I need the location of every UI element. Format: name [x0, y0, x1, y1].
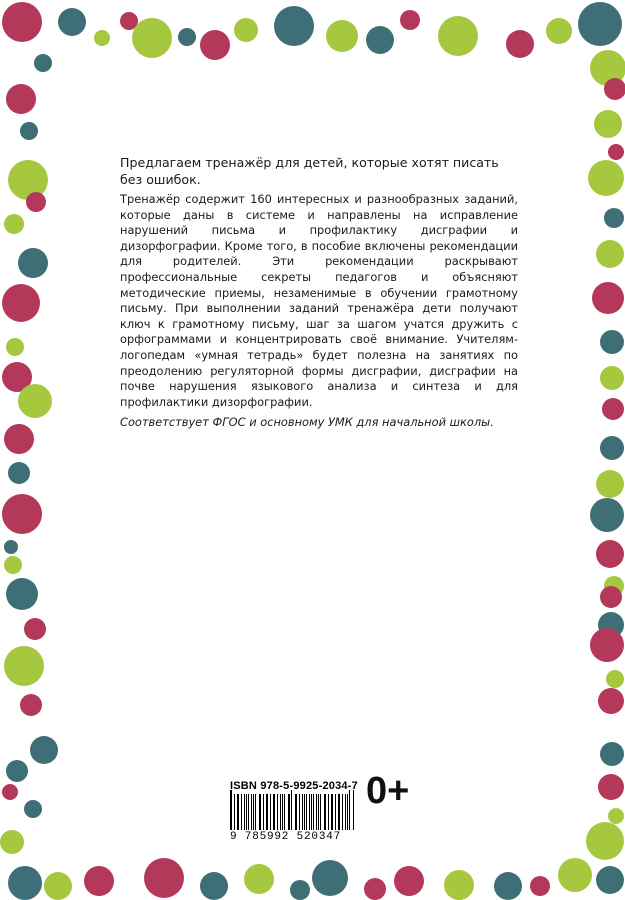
decor-dot	[596, 470, 624, 498]
decor-dot	[608, 808, 624, 824]
barcode-bar	[304, 794, 305, 830]
barcode-bar	[328, 794, 329, 830]
description-block	[120, 154, 518, 430]
barcode-bar	[347, 794, 348, 830]
decor-dot	[26, 192, 46, 212]
decor-dot	[94, 30, 110, 46]
decor-dot	[178, 28, 196, 46]
decor-dot	[2, 784, 18, 800]
barcode-bar	[234, 794, 235, 830]
decor-dot	[594, 110, 622, 138]
decor-dot	[58, 8, 86, 36]
decor-dot	[44, 872, 72, 900]
barcode-bar	[313, 794, 314, 830]
decor-dot	[600, 330, 624, 354]
barcode-bar	[288, 794, 289, 830]
decor-dot	[84, 866, 114, 896]
decor-dot	[506, 30, 534, 58]
barcode-bar	[263, 794, 264, 830]
decor-dot	[20, 694, 42, 716]
decor-dot	[4, 646, 44, 686]
decor-dot	[8, 866, 42, 900]
decor-dot	[578, 2, 622, 46]
barcode-bar	[335, 794, 336, 830]
decor-dot	[596, 866, 624, 894]
barcode-bar	[259, 794, 260, 830]
decor-dot	[2, 2, 42, 42]
barcode-bar	[320, 794, 321, 830]
age-rating: 0+	[366, 770, 410, 812]
decor-dot	[600, 366, 624, 390]
compliance-note: Соответствует ФГОС и основному УМК для начальной школы.	[120, 415, 494, 430]
decor-dot	[4, 540, 18, 554]
decor-dot	[444, 870, 474, 900]
decor-dot	[608, 144, 624, 160]
barcode-bars	[230, 794, 354, 830]
decor-dot	[598, 688, 624, 714]
decor-dot	[34, 54, 52, 72]
decor-dot	[588, 160, 624, 196]
barcode-digits: 9 785992 520347	[230, 831, 342, 843]
decor-dot	[18, 248, 48, 278]
decor-dot	[312, 860, 348, 896]
decor-dot	[596, 540, 624, 568]
decor-dot	[0, 830, 24, 854]
barcode-bar	[280, 794, 281, 830]
decor-dot	[602, 398, 624, 420]
decor-dot	[200, 30, 230, 60]
decor-dot	[4, 214, 24, 234]
decor-dot	[2, 494, 42, 534]
decor-dot	[24, 800, 42, 818]
decor-dot	[4, 424, 34, 454]
decor-dot	[290, 880, 310, 900]
decor-dot	[8, 462, 30, 484]
decor-dot	[600, 586, 622, 608]
decor-dot	[546, 18, 572, 44]
isbn-label: ISBN 978-5-9925-2034-7	[230, 780, 358, 792]
decor-dot	[132, 18, 172, 58]
decor-dot	[586, 822, 624, 860]
decor-dot	[494, 872, 522, 900]
decor-dot	[558, 858, 592, 892]
lead-sentence: Предлагаем тренажёр для детей, которые хотят писать без ошибок.	[120, 155, 499, 187]
decor-dot	[274, 6, 314, 46]
barcode-bar	[318, 794, 319, 830]
decor-dot	[600, 436, 624, 460]
decor-dot	[24, 618, 46, 640]
decor-dot	[590, 498, 624, 532]
decor-dot	[234, 18, 258, 42]
decor-dot	[364, 878, 386, 900]
decor-dot	[144, 858, 184, 898]
barcode-bar	[251, 794, 252, 830]
barcode-bar	[244, 794, 245, 830]
decor-dot	[592, 282, 624, 314]
barcode-bar	[296, 794, 297, 830]
decor-dot	[598, 774, 624, 800]
barcode-bar	[241, 794, 242, 830]
decor-dot	[2, 284, 40, 322]
barcode-bar	[339, 794, 340, 830]
description-body: Тренажёр содержит 160 интересных и разнообразных заданий, которые даны в системе и направлены на исправление нарушений письма и профилактику дисграфии и дизорфографии. Кроме того, в пособие включены рекомендации для родителей. Эти рекомендации раскрывают профессиональные секреты педагогов и объясняют методические приемы, незаменимые в обучении грамотному письму. При выполнении заданий тренажёра дети получают ключ к грамотному письму, шаг за шагом учатся дружить с орфограммами и концентрировать своё внимание. Учителям-логопедам «умная тетрадь» будет полезна на занятиях по преодолению регуляторной формы дисграфии, дисграфии на почве нарушения языкового анализа и синтеза и для профилактики дизорфографии.	[120, 192, 518, 409]
decor-dot	[596, 240, 624, 268]
decor-dot	[438, 16, 478, 56]
decor-dot	[366, 26, 394, 54]
decor-dot	[394, 866, 424, 896]
decor-dot	[244, 864, 274, 894]
decor-dot	[600, 742, 624, 766]
decor-dot	[604, 208, 624, 228]
decor-dot	[590, 628, 624, 662]
decor-dot	[6, 760, 28, 782]
decor-dot	[4, 556, 22, 574]
decor-dot	[20, 122, 38, 140]
decor-dot	[30, 736, 58, 764]
barcode-bar	[274, 794, 275, 830]
barcode-bar	[273, 794, 274, 830]
decor-dot	[604, 78, 625, 100]
isbn-barcode	[230, 780, 358, 843]
decor-dot	[606, 670, 624, 688]
barcode-bar	[295, 794, 296, 830]
decor-dot	[6, 84, 36, 114]
decor-dot	[6, 578, 38, 610]
decor-dot	[18, 384, 52, 418]
decor-dot	[326, 20, 358, 52]
decor-dot	[400, 10, 420, 30]
decor-dot	[200, 872, 228, 900]
decor-dot	[6, 338, 24, 356]
decor-dot	[530, 876, 550, 896]
